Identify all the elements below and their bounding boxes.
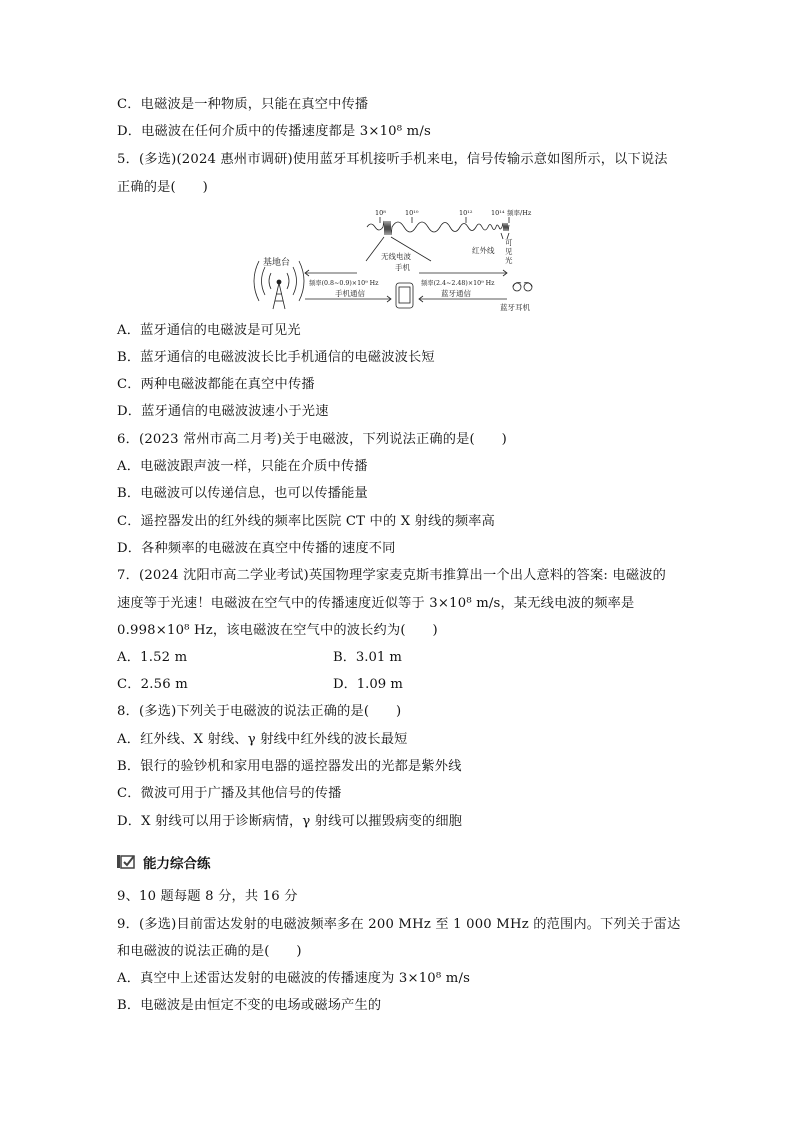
q5-option-b: B．蓝牙通信的电磁波波长比手机通信的电磁波波长短: [117, 350, 435, 365]
q7-stem-line2: 速度等于光速！电磁波在空气中的传播速度近似等于 3×10⁸ m/s，某无线电波的频率是: [117, 596, 635, 611]
checklist-icon: [117, 854, 137, 870]
tick-label-1e14: 10¹⁴: [491, 209, 505, 217]
q8-option-b: B．银行的验钞机和家用电器的遥控器发出的光都是紫外线: [117, 759, 462, 774]
q5-option-a: A．蓝牙通信的电磁波是可见光: [117, 323, 301, 338]
radio-wave-label: 无线电波: [381, 252, 411, 261]
q5-stem-line1: 5．(多选)(2024 惠州市调研)使用蓝牙耳机接听手机来电，信号传输示意如图所示，以下说法: [117, 152, 668, 167]
section-header: [117, 852, 211, 872]
bluetooth-frequency-label: 频率(2.4~2.48)×10⁹ Hz: [421, 280, 495, 287]
q5-option-c: C．两种电磁波都能在真空中传播: [117, 377, 315, 392]
phone-communication-label: 手机通信: [335, 289, 365, 298]
q6-option-d: D．各种频率的电磁波在真空中传播的速度不同: [117, 541, 396, 556]
visible-label-2: 见: [505, 247, 513, 256]
q7-option-a: A．1.52 m: [117, 650, 188, 665]
tick-label-1e10: 10¹⁰: [405, 209, 419, 217]
q6-option-a: A．电磁波跟声波一样，只能在介质中传播: [117, 459, 368, 474]
q9-option-a: A．真空中上述雷达发射的电磁波的传播速度为 3×10⁸ m/s: [117, 971, 471, 986]
q9-stem-line2: 和电磁波的说法正确的是( ): [117, 944, 302, 959]
q9-stem-line1: 9．(多选)目前雷达发射的电磁波频率多在 200 MHz 至 1 000 MHz 的范围内。下列关于雷达: [117, 917, 681, 932]
frequency-axis-label: 频率/Hz: [507, 209, 532, 217]
q8-option-c: C．微波可用于广播及其他信号的传播: [117, 786, 342, 801]
score-note: 9、10 题每题 8 分，共 16 分: [117, 889, 298, 904]
q7-option-b: B．3.01 m: [333, 650, 402, 665]
tick-label-1e8: 10⁸: [375, 209, 386, 217]
q5-stem-line2: 正确的是( ): [117, 180, 209, 195]
q7-stem-line1: 7．(2024 沈阳市高二学业考试)英国物理学家麦克斯韦推算出一个出人意料的答案: 电磁波的: [117, 568, 667, 583]
q8-stem: 8．(多选)下列关于电磁波的说法正确的是( ): [117, 704, 402, 719]
bluetooth-earphone-label: 蓝牙耳机: [500, 303, 530, 312]
q9-option-b: B．电磁波是由恒定不变的电场或磁场产生的: [117, 998, 382, 1013]
q8-option-d: D．X 射线可以用于诊断病情，γ 射线可以摧毁病变的细胞: [117, 814, 463, 829]
phone-frequency-label: 频率(0.8~0.9)×10⁹ Hz: [309, 280, 379, 287]
visible-label-3: 光: [505, 256, 513, 265]
infrared-label: 红外线: [472, 246, 495, 255]
phone-label: 手机: [395, 263, 410, 272]
visible-label-1: 可: [505, 238, 513, 247]
q8-option-a: A．红外线、X 射线、γ 射线中红外线的波长最短: [117, 732, 408, 747]
em-spectrum-diagram: [245, 203, 545, 315]
q5-option-d: D．蓝牙通信的电磁波波速小于光速: [117, 404, 329, 419]
q4-option-c: C．电磁波是一种物质，只能在真空中传播: [117, 97, 369, 112]
q7-stem-line3: 0.998×10⁸ Hz，该电磁波在空气中的波长约为( ): [117, 623, 438, 638]
q6-option-b: B．电磁波可以传递信息，也可以传播能量: [117, 486, 368, 501]
tick-label-1e12: 10¹²: [459, 209, 473, 217]
q6-stem: 6．(2023 常州市高二月考)关于电磁波，下列说法正确的是( ): [117, 432, 508, 447]
section-title: 能力综合练: [143, 856, 211, 872]
bluetooth-communication-label: 蓝牙通信: [441, 289, 471, 298]
base-station-label: 基地台: [263, 258, 291, 268]
q6-option-c: C．遥控器发出的红外线的频率比医院 CT 中的 X 射线的频率高: [117, 514, 496, 529]
q7-option-c: C．2.56 m: [117, 677, 188, 692]
q7-option-d: D．1.09 m: [333, 677, 403, 692]
q4-option-d: D．电磁波在任何介质中的传播速度都是 3×10⁸ m/s: [117, 124, 431, 139]
